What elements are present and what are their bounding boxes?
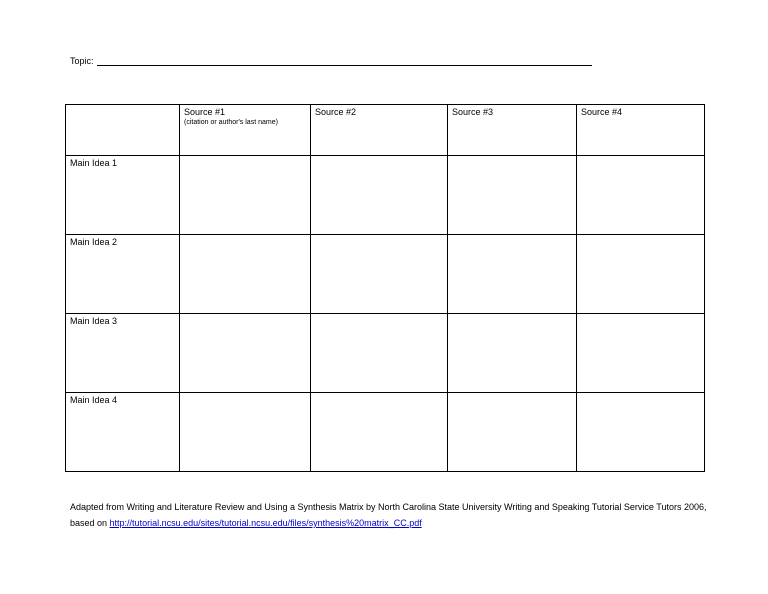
source-label: Source #2 — [315, 107, 357, 117]
matrix-cell[interactable] — [448, 393, 577, 472]
table-header-row — [66, 105, 705, 156]
table-row — [66, 314, 705, 393]
table-row — [66, 393, 705, 472]
matrix-cell[interactable] — [180, 235, 311, 314]
synthesis-matrix-table — [65, 104, 705, 472]
source-link[interactable]: http://tutorial.ncsu.edu/sites/tutorial.ncsu.edu/files/synthesis%20matrix_CC.pdf — [109, 518, 422, 528]
matrix-cell[interactable] — [577, 314, 705, 393]
row-label-main-idea-3: Main Idea 3 — [66, 314, 180, 393]
header-source-4 — [577, 105, 705, 156]
topic-label: Topic: — [70, 56, 94, 66]
matrix-cell[interactable] — [577, 393, 705, 472]
row-label-main-idea-4: Main Idea 4 — [66, 393, 180, 472]
matrix-cell[interactable] — [180, 314, 311, 393]
matrix-cell[interactable] — [180, 393, 311, 472]
topic-row — [70, 55, 592, 66]
header-source-1 — [180, 105, 311, 156]
source-label: Source #3 — [452, 107, 494, 117]
matrix-cell[interactable] — [311, 393, 448, 472]
source-note: (citation or author's last name) — [184, 119, 278, 126]
row-label-main-idea-2: Main Idea 2 — [66, 235, 180, 314]
matrix-cell[interactable] — [448, 156, 577, 235]
row-label-main-idea-1: Main Idea 1 — [66, 156, 180, 235]
table-row — [66, 156, 705, 235]
corner-cell — [66, 105, 180, 156]
matrix-cell[interactable] — [577, 235, 705, 314]
matrix-cell[interactable] — [448, 235, 577, 314]
header-source-3 — [448, 105, 577, 156]
source-label: Source #1 — [184, 107, 226, 117]
matrix-cell[interactable] — [311, 156, 448, 235]
footer-attribution — [70, 499, 710, 531]
matrix-cell[interactable] — [311, 314, 448, 393]
matrix-cell[interactable] — [577, 156, 705, 235]
header-source-2 — [311, 105, 448, 156]
footer-text: Adapted from Writing and Literature Review and Using a Synthesis Matrix by North Carolina State University Writing and Speaking Tutorial Service Tutors 2006, based on — [70, 502, 707, 528]
source-label: Source #4 — [581, 107, 623, 117]
matrix-cell[interactable] — [311, 235, 448, 314]
matrix-cell[interactable] — [448, 314, 577, 393]
matrix-cell[interactable] — [180, 156, 311, 235]
table-row — [66, 235, 705, 314]
topic-blank-line[interactable] — [97, 55, 592, 66]
